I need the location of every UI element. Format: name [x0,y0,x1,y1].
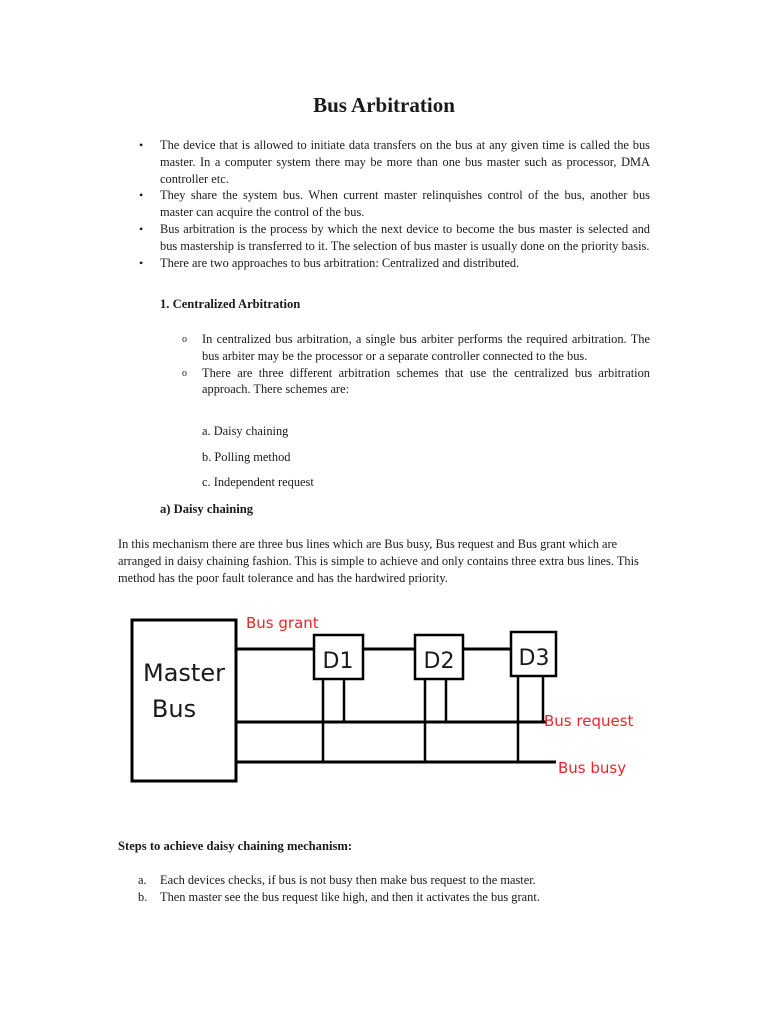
steps-heading: Steps to achieve daisy chaining mechanism: [118,839,353,853]
list-item [138,889,660,906]
list-item: • Bus arbitration is the process by which the next device to become the bus master is selected and bus mastership is transferred to it. The selection of bus master is usually done on the priority basis. [160,221,650,255]
master-bus-label-line2: Bus [151,695,197,723]
section-heading-daisy-chaining: a) Daisy chaining [160,502,254,516]
step-text: Each devices checks, if bus is not busy then make bus request to the master. [160,873,536,887]
list-item: o There are three different arbitration schemes that use the centralized bus arbitration approach. There schemes are: [202,365,650,399]
centralized-points-list [202,331,650,398]
list-marker: b. [138,890,148,904]
daisy-chain-diagram [120,605,640,795]
list-item: • The device that is allowed to initiate data transfers on the bus at any given time is called the bus master. In a computer system there may be more than one bus master such as processor, DMA controller etc. [160,137,650,187]
list-marker: a. [138,873,147,887]
bus-grant-label: Bus grant [246,614,319,632]
step-text: Then master see the bus request like high, and then it activates the bus grant. [160,890,540,904]
scheme-item: c. Independent request [202,475,314,489]
section-heading-centralized: 1. Centralized Arbitration [160,297,301,311]
list-item: o In centralized bus arbitration, a single bus arbiter performs the required arbitration. The bus arbiter may be the processor or a separate controller connected to the bus. [202,331,650,365]
device-d3-label: D3 [518,646,550,671]
bus-request-label: Bus request [544,712,634,730]
bus-busy-label: Bus busy [558,759,627,777]
scheme-item: a. Daisy chaining [202,424,289,438]
list-item [138,872,660,889]
scheme-item: b. Polling method [202,450,291,464]
daisy-chaining-paragraph: In this mechanism there are three bus lines which are Bus busy, Bus request and Bus grant which are arranged in daisy chaining fashion. This is simple to achieve and only contains three extra bus lines. This method has the poor fault tolerance and has the hardwired priority. [118,537,639,585]
list-item: • There are two approaches to bus arbitration: Centralized and distributed. [160,255,650,272]
page-title: Bus Arbitration [313,93,455,117]
intro-bullet-list [160,137,650,271]
master-bus-label-line1: Master [143,659,225,687]
device-d1-label: D1 [322,649,354,674]
steps-list [138,872,660,906]
list-item: • They share the system bus. When current master relinquishes control of the bus, another bus master can acquire the control of the bus. [160,187,650,221]
device-d2-label: D2 [423,649,455,674]
